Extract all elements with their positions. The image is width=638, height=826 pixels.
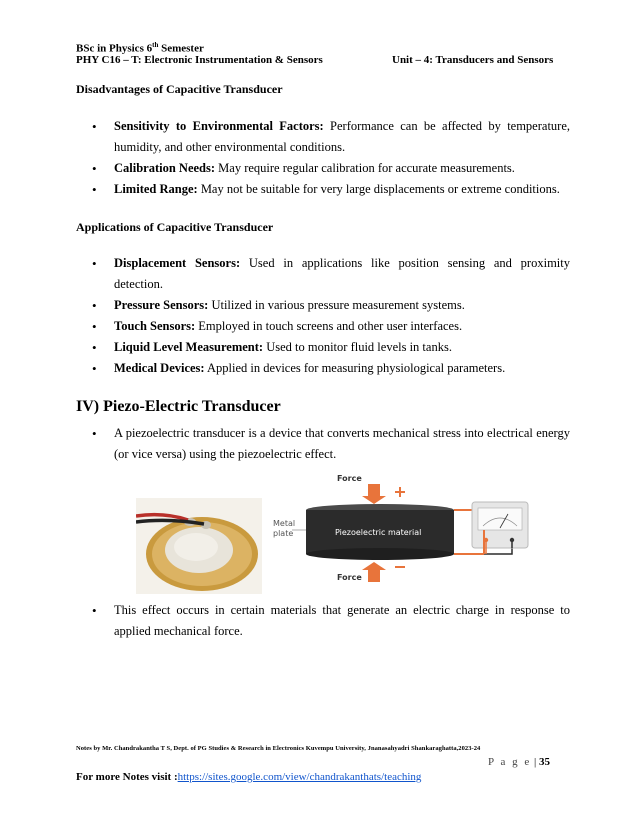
applications-list (92, 253, 570, 379)
header-course: PHY C16 – T: Electronic Instrumentation & Sensors (76, 54, 323, 66)
list-item: • Displacement Sensors: Used in applications like position sensing and proximity detection. (92, 253, 570, 295)
piezo-disc-photo (136, 498, 262, 594)
page-number: P a g e | 35 (488, 756, 550, 768)
list-item: • This effect occurs in certain materials that generate an electric charge in response to applied mechanical force. (92, 600, 570, 642)
list-item: • Touch Sensors: Employed in touch screens and other user interfaces. (92, 316, 570, 337)
force-top-label: Force (337, 474, 362, 483)
list-item: • Medical Devices: Applied in devices for measuring physiological parameters. (92, 358, 570, 379)
metal-plate-label: Metal plate (273, 519, 296, 538)
section-title: IV) Piezo-Electric Transducer (76, 398, 281, 415)
list-item: • Pressure Sensors: Utilized in various pressure measurement systems. (92, 295, 570, 316)
force-bottom-label: Force (337, 573, 362, 582)
disadvantages-heading: Disadvantages of Capacitive Transducer (76, 82, 283, 96)
footer-notes: Notes by Mr. Chandrakantha T S, Dept. of PG Studies & Research in Electronics Kuvempu University, Jnanasahyadri Shankaraghatta,2023-24 (76, 745, 481, 752)
footer-visit: For more Notes visit :https://sites.google.com/view/chandrakanthats/teaching (76, 771, 422, 783)
header-semester: BSc in Physics 6th Semester (76, 41, 204, 55)
header-unit: Unit – 4: Transducers and Sensors (392, 54, 554, 66)
applications-heading: Applications of Capacitive Transducer (76, 220, 274, 234)
list-item: • Limited Range: May not be suitable for very large displacements or extreme conditions. (92, 179, 570, 200)
piezo-bullet-1 (92, 423, 570, 465)
list-item: • Calibration Needs: May require regular calibration for accurate measurements. (92, 158, 570, 179)
material-label: Piezoelectric material (335, 528, 422, 537)
list-item: • Liquid Level Measurement: Used to monitor fluid levels in tanks. (92, 337, 570, 358)
notes-link[interactable]: https://sites.google.com/view/chandrakanthats/teaching (177, 771, 422, 783)
list-item: • Sensitivity to Environmental Factors: Performance can be affected by temperature, humidity, and other environmental conditions. (92, 116, 570, 158)
list-item: • A piezoelectric transducer is a device that converts mechanical stress into electrical energy (or vice versa) using the piezoelectric effect. (92, 423, 570, 465)
disadvantages-list (92, 116, 570, 200)
piezo-bullet-2 (92, 600, 570, 642)
